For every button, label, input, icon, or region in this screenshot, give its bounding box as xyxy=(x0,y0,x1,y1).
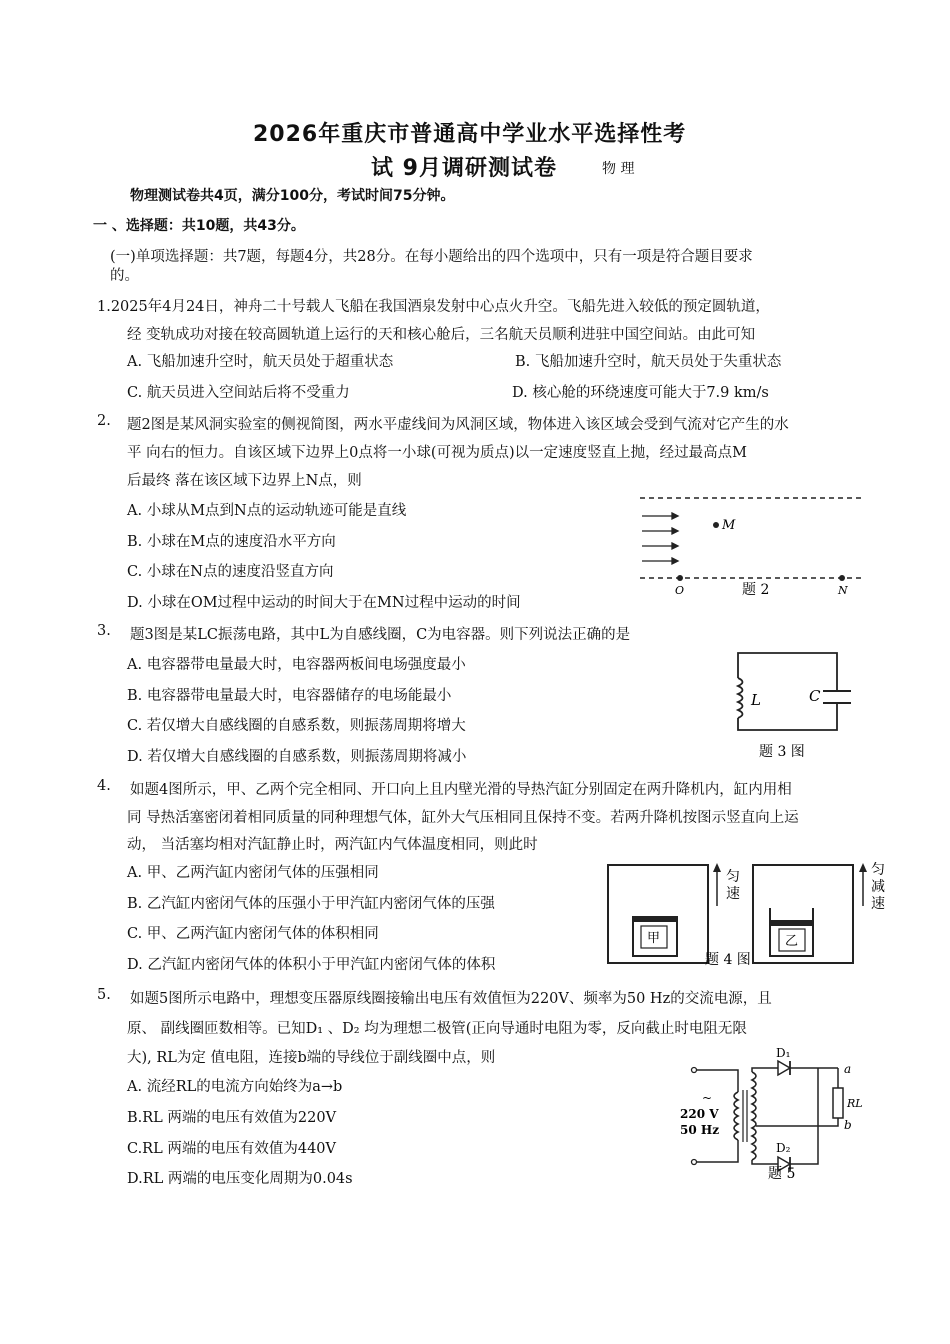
q5-number: 5. xyxy=(97,987,111,1003)
speed-label-2-a: 匀 xyxy=(871,862,885,878)
q2-number: 2. xyxy=(97,413,111,429)
speed-label-2-c: 速 xyxy=(871,896,885,912)
q3-stem: 题3图是某LC振荡电路，其中L为自感线圈，C为电容器。则下列说法正确的是 xyxy=(130,627,631,643)
wind-arrows xyxy=(642,513,678,564)
label-o: O xyxy=(675,584,685,597)
q4-number: 4. xyxy=(97,778,111,794)
speed-label-1-a: 匀 xyxy=(726,869,740,885)
section-heading: 一 、选择题：共10题，共43分。 xyxy=(93,218,305,234)
q2-option-d: D. 小球在OM过程中运动的时间大于在MN过程中运动的时间 xyxy=(127,595,521,611)
circuit-top-wire xyxy=(738,653,837,691)
label-d2: D₂ xyxy=(776,1141,791,1155)
q5-option-d: D.RL 两端的电压变化周期为0.04s xyxy=(127,1171,353,1187)
q5-stem-3: 大), RL为定 值电阻，连接b端的导线位于副线圈中点，则 xyxy=(127,1050,496,1066)
q5-figure-caption: 题 5 xyxy=(768,1166,796,1182)
title-line-1: 2026年重庆市普通高中学业水平选择性考 xyxy=(253,122,687,147)
arrow-head-jia xyxy=(713,863,721,872)
subject-label: 物 理 xyxy=(602,161,635,177)
q2-stem-1: 题2图是某风洞实验室的侧视简图，两水平虚线间为风洞区域，物体进入该区域会受到气流对它产生的水 xyxy=(127,417,789,433)
primary-wire-bottom xyxy=(697,1140,738,1162)
label-c: C xyxy=(809,687,821,705)
q2-stem-2: 平 向右的恒力。自该区域下边界上0点将一小球(可视为质点)以一定速度竖直上抛，经过最高点M xyxy=(127,445,747,461)
primary-coil xyxy=(734,1092,738,1140)
arrow-head-yi xyxy=(859,863,867,872)
q4-option-a: A. 甲、乙两汽缸内密闭气体的压强相同 xyxy=(127,865,379,881)
secondary-bottom-wire xyxy=(752,1160,778,1164)
q1-stem-2: 经 变轨成功对接在较高圆轨道上运行的天和核心舱后，三名航天员顺利进驻中国空间站。由此可知 xyxy=(127,327,756,343)
q1-option-d: D. 核心舱的环绕速度可能大于7.9 km/s xyxy=(512,385,769,401)
label-b: b xyxy=(844,1118,852,1132)
point-n xyxy=(839,575,845,581)
source-terminal-bottom xyxy=(692,1160,697,1165)
inductor-coil xyxy=(738,678,743,718)
q4-figure-elevators xyxy=(605,858,895,970)
q5-stem-1: 如题5图所示电路中，理想变压器原线圈接输出电压有效值恒为220V、频率为50 Hz的交流电源，且 xyxy=(130,991,772,1007)
label-d1: D₁ xyxy=(776,1046,791,1060)
label-m: M xyxy=(722,518,736,533)
q3-figure-lc-circuit xyxy=(725,645,865,765)
source-terminal-top xyxy=(692,1068,697,1073)
q2-stem-3: 后最终 落在该区域下边界上N点，则 xyxy=(127,473,362,489)
q5-option-a: A. 流经RL的电流方向始终为a→b xyxy=(127,1079,343,1095)
piston-jia xyxy=(634,916,676,922)
label-yi: 乙 xyxy=(785,934,799,949)
q5-option-c: C.RL 两端的电压有效值为440V xyxy=(127,1141,336,1157)
secondary-coil xyxy=(752,1072,756,1160)
q4-option-d: D. 乙汽缸内密闭气体的体积小于甲汽缸内密闭气体的体积 xyxy=(127,957,496,973)
q1-option-b: B. 飞船加速升空时，航天员处于失重状态 xyxy=(515,354,782,370)
q4-stem-3: 动， 当活塞均相对汽缸静止时，两汽缸内气体温度相同，则此时 xyxy=(127,837,538,853)
q4-figure-caption: 题 4 图 xyxy=(705,952,751,968)
source-frequency: 50 Hz xyxy=(680,1123,720,1137)
q5-option-b: B.RL 两端的电压有效值为220V xyxy=(127,1110,337,1126)
q5-figure-transformer-circuit xyxy=(670,1042,870,1188)
q1-option-a: A. 飞船加速升空时，航天员处于超重状态 xyxy=(127,354,394,370)
secondary-top-wire xyxy=(752,1068,778,1072)
section-instruction-1: (一)单项选择题：共7题，每题4分，共28分。在每小题给出的四个选项中，只有一项是符合题目要求 xyxy=(110,249,753,265)
q2-option-a: A. 小球从M点到N点的运动轨迹可能是直线 xyxy=(127,503,407,519)
section-instruction-2: 的。 xyxy=(110,268,139,284)
label-n: N xyxy=(838,584,848,597)
diode-d1 xyxy=(778,1061,790,1075)
resistor-rl xyxy=(833,1088,843,1118)
q2-option-b: B. 小球在M点的速度沿水平方向 xyxy=(127,534,336,550)
d2-out-wire xyxy=(790,1068,818,1164)
label-a: a xyxy=(844,1062,852,1076)
q5-stem-2: 原、 副线圈匝数相等。已知D₁ 、D₂ 均为理想二极管(正向导通时电阻为零，反向截止时电阻无限 xyxy=(127,1021,747,1037)
q4-stem-2: 同 导热活塞密闭着相同质量的同种理想气体，缸外大气压相同且保持不变。若两升降机按图示竖直向上运 xyxy=(127,810,799,826)
elevator-yi xyxy=(753,865,853,963)
q4-option-c: C. 甲、乙两汽缸内密闭气体的体积相同 xyxy=(127,926,379,942)
q1-stem-1: 1.2025年4月24日，神舟二十号载人飞船在我国酒泉发射中心点火升空。飞船先进入较低的预定圆轨道， xyxy=(97,299,770,315)
q3-option-d: D. 若仅增大自感线圈的自感系数，则振荡周期将减小 xyxy=(127,749,467,765)
point-o xyxy=(677,575,683,581)
source-voltage: 220 V xyxy=(680,1107,719,1121)
q2-figure-wind-tunnel xyxy=(630,490,870,600)
q3-option-c: C. 若仅增大自感线圈的自感系数，则振荡周期将增大 xyxy=(127,718,466,734)
q3-number: 3. xyxy=(97,623,111,639)
rl-bottom-wire xyxy=(756,1118,838,1126)
q3-option-b: B. 电容器带电量最大时，电容器储存的电场能最小 xyxy=(127,688,452,704)
point-m xyxy=(713,522,719,528)
speed-label-2-b: 减 xyxy=(871,879,885,895)
source-symbol: ~ xyxy=(702,1091,713,1105)
title-line-2: 试 9月调研测试卷 xyxy=(371,156,557,181)
q4-option-b: B. 乙汽缸内密闭气体的压强小于甲汽缸内密闭气体的压强 xyxy=(127,896,495,912)
q3-option-a: A. 电容器带电量最大时，电容器两板间电场强度最小 xyxy=(127,657,466,673)
label-jia: 甲 xyxy=(647,931,661,946)
label-l: L xyxy=(751,691,761,709)
q3-figure-caption: 题 3 图 xyxy=(759,744,805,760)
q2-option-c: C. 小球在N点的速度沿竖直方向 xyxy=(127,564,334,580)
q2-figure-caption: 题 2 xyxy=(742,582,770,598)
speed-label-1-b: 速 xyxy=(726,886,740,902)
q1-option-c: C. 航天员进入空间站后将不受重力 xyxy=(127,385,350,401)
piston-yi xyxy=(771,920,812,926)
q4-stem-1: 如题4图所示，甲、乙两个完全相同、开口向上且内壁光滑的导热汽缸分别固定在两升降机内，缸内用相 xyxy=(130,782,792,798)
exam-info: 物理测试卷共4页，满分100分，考试时间75分钟。 xyxy=(130,188,455,204)
label-rl: RL xyxy=(847,1097,863,1110)
primary-wire-top xyxy=(697,1070,738,1092)
